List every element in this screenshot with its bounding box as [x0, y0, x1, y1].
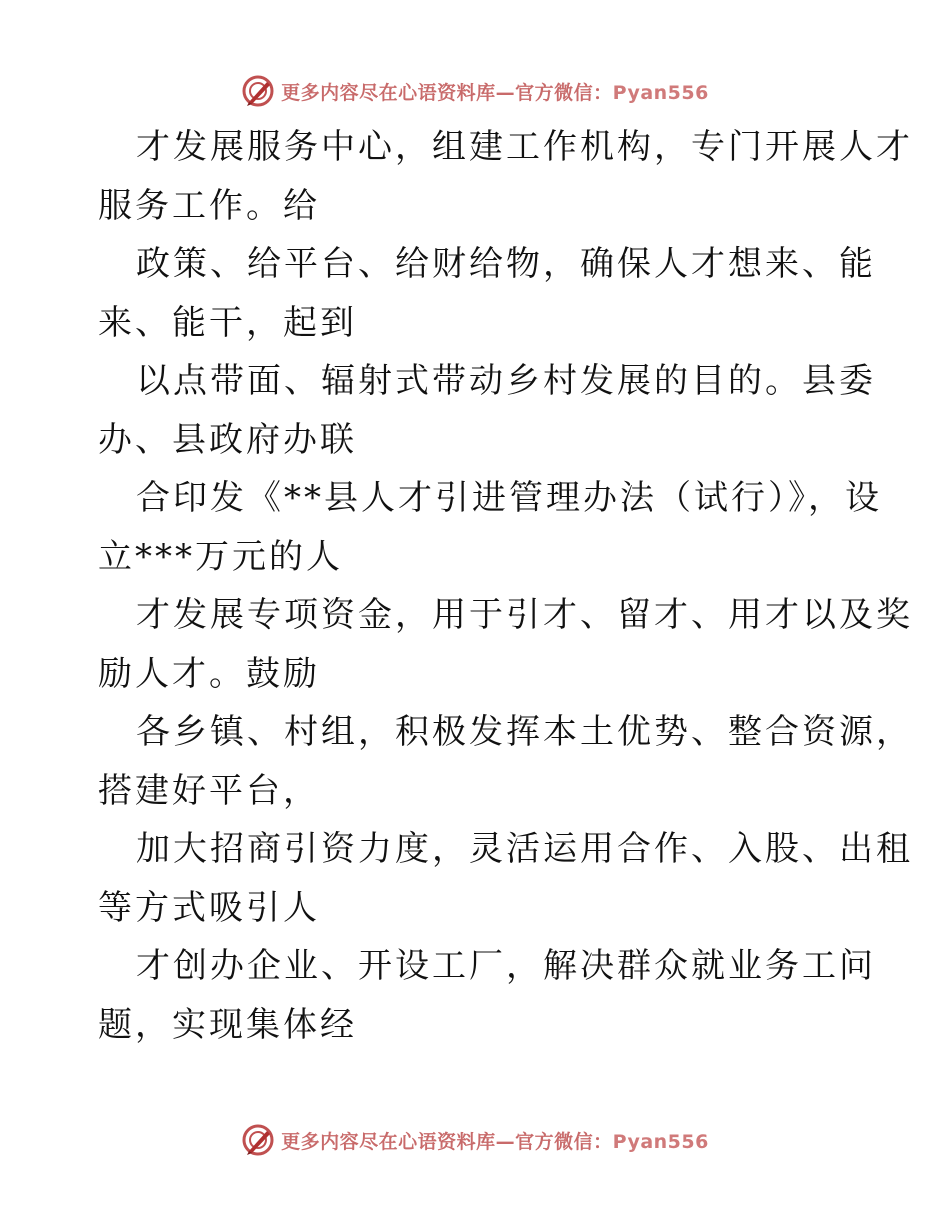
paragraph-5 — [98, 586, 913, 703]
pen-logo-icon — [241, 74, 275, 108]
paragraph-7 — [98, 820, 913, 937]
document-body — [98, 118, 913, 1054]
paragraph-6 — [98, 703, 913, 820]
paragraph-8 — [98, 937, 876, 1054]
line: 才发展专项资金，用于引才、留才、用才以及奖 — [136, 595, 913, 635]
paragraph-2 — [98, 235, 876, 352]
paragraph-3 — [98, 352, 876, 469]
footer-watermark — [0, 1120, 950, 1160]
line: 立***万元的人 — [98, 536, 343, 577]
watermark-brand: Pyan556 — [612, 1130, 709, 1153]
watermark-brand: Pyan556 — [612, 81, 709, 104]
line: 来、能干，起到 — [98, 302, 357, 343]
line: 励人才。鼓励 — [98, 653, 320, 694]
header-watermark — [0, 71, 950, 111]
line: 合印发《**县人才引进管理办法（试行）》，设 — [136, 478, 882, 518]
line: 以点带面、辐射式带动乡村发展的目的。县委 — [136, 361, 876, 401]
watermark-text: 更多内容尽在心语资料库—官方微信：Pyan556 — [281, 1130, 709, 1153]
paragraph-4 — [98, 469, 882, 586]
line: 服务工作。给 — [98, 185, 320, 226]
watermark-text: 更多内容尽在心语资料库—官方微信：Pyan556 — [281, 81, 709, 104]
pen-logo-icon — [241, 1123, 275, 1157]
line: 才发展服务中心，组建工作机构，专门开展人才 — [136, 127, 913, 167]
line: 政策、给平台、给财给物，确保人才想来、能 — [136, 244, 876, 284]
line: 才创办企业、开设工厂，解决群众就业务工问 — [136, 946, 876, 986]
line: 搭建好平台， — [98, 770, 320, 811]
line: 等方式吸引人 — [98, 887, 320, 928]
line: 办、县政府办联 — [98, 419, 357, 460]
line: 各乡镇、村组，积极发挥本土优势、整合资源， — [136, 712, 913, 752]
paragraph-1 — [98, 118, 913, 235]
line: 加大招商引资力度，灵活运用合作、入股、出租 — [136, 829, 913, 869]
line: 题，实现集体经 — [98, 1004, 357, 1045]
